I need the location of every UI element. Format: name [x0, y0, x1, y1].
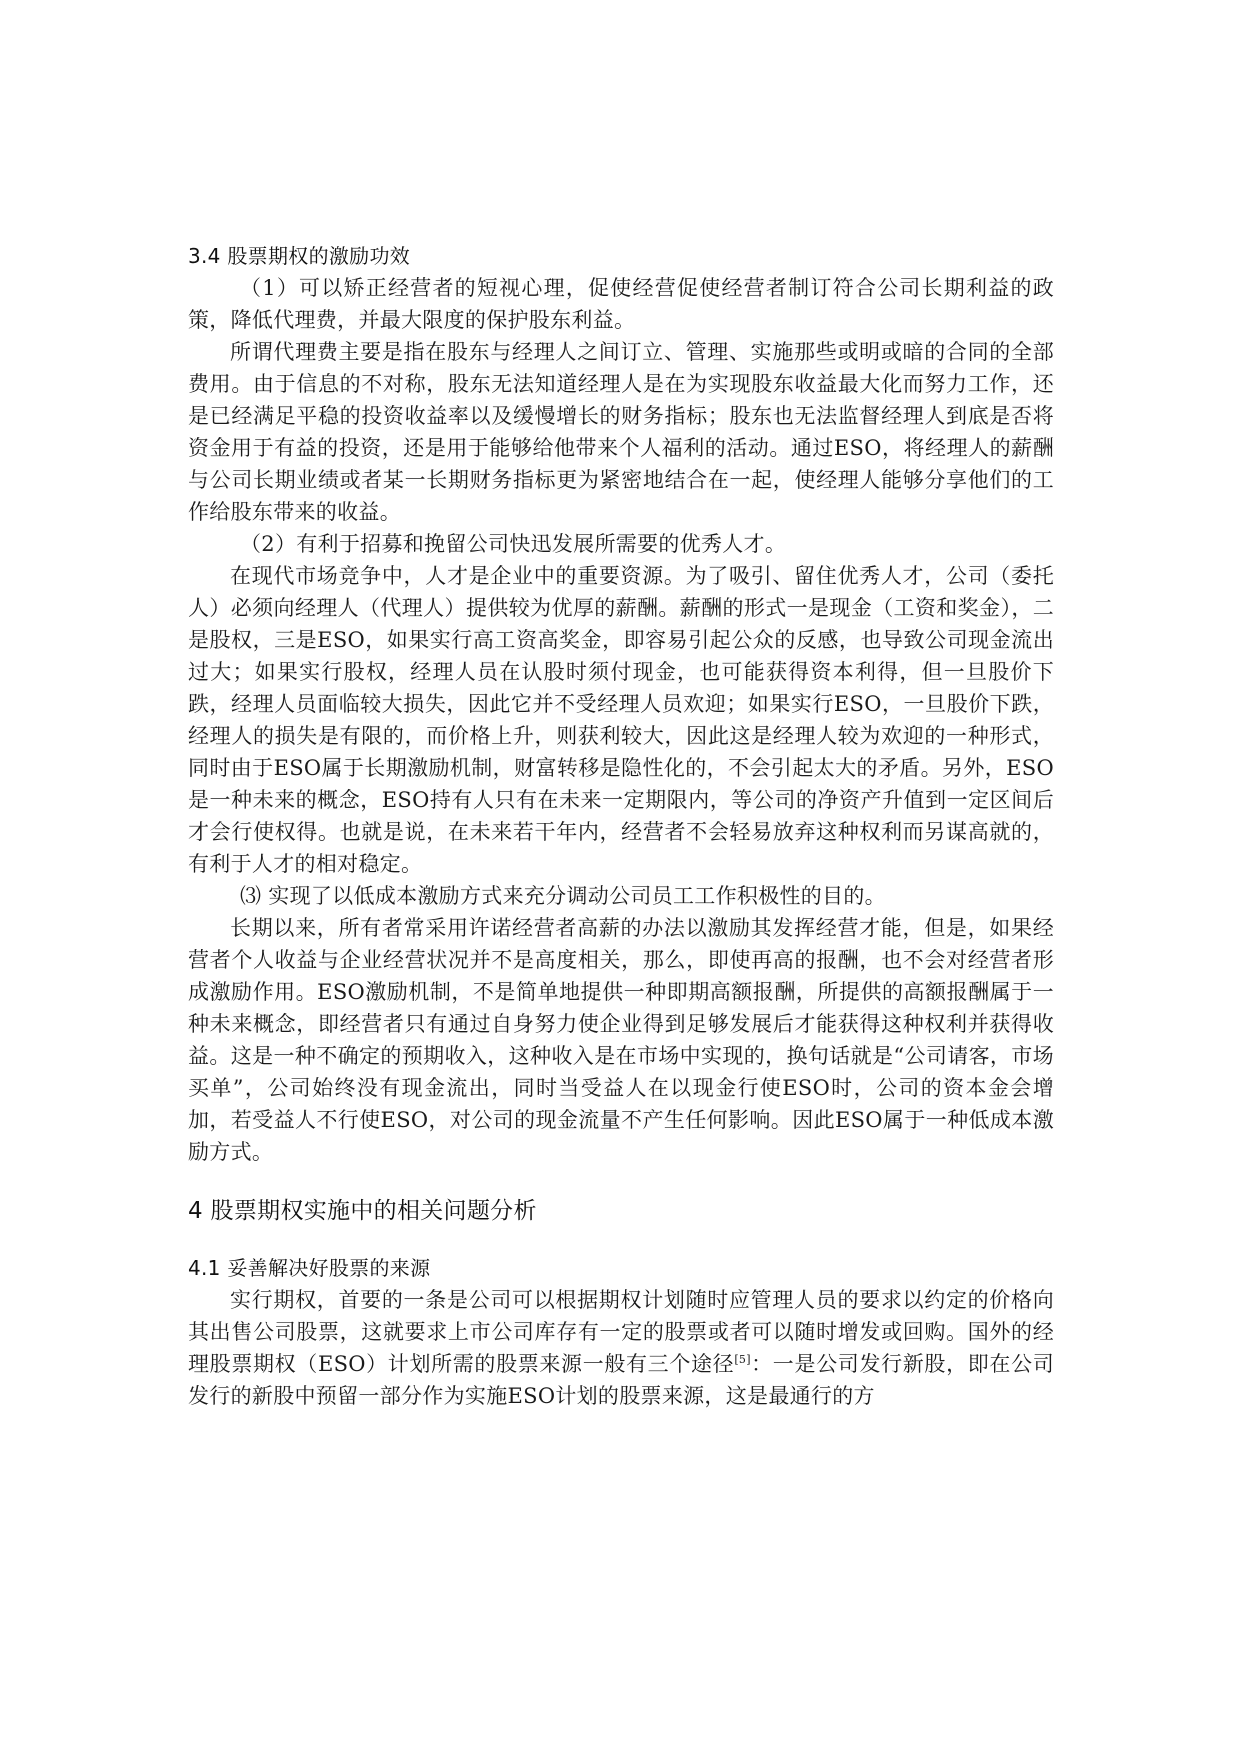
- paragraph-stock-source-cont: ：一是公司发行新股，即在公司发行的新股中预留一部分作为实施ESO计划的股票来源，这是最通行的方: [188, 1352, 1054, 1408]
- citation-ref: [5]: [734, 1353, 751, 1366]
- section-heading-3-4: 3.4 股票期权的激励功效: [188, 244, 411, 268]
- paragraph-agency-cost: 所谓代理费主要是指在股东与经理人之间订立、管理、实施那些或明或暗的合同的全部费用。由于信息的不对称，股东无法知道经理人是在为实现股东收益最大化而努力工作，还是已经满足平稳的投资收益率以及缓慢增长的财务指标；股东也无法监督经理人到底是否将资金用于有益的投资，还是用于能够给他带来个人福利的活动。通过ESO，将经理人的薪酬与公司长期业绩或者某一长期财务指标更为紧密地结合在一起，使经理人能够分享他们的工作给股东带来的收益。: [188, 340, 1054, 524]
- paragraph-low-cost: 长期以来，所有者常采用许诺经营者高薪的办法以激励其发挥经营才能，但是，如果经营者个人收益与企业经营状况并不是高度相关，那么，即使再高的报酬，也不会对经营者形成激励作用。ESO激励机制，不是简单地提供一种即期高额报酬，所提供的高额报酬属于一种未来概念，即经营者只有通过自身努力使企业得到足够发展后才能获得这种权利并获得收益。这是一种不确定的预期收入，这种收入是在市场中实现的，换句话就是“公司请客，市场买单”，公司始终没有现金流出，同时当受益人在以现金行使ESO时，公司的资本金会增加，若受益人不行使ESO，对公司的现金流量不产生任何影响。因此ESO属于一种低成本激励方式。: [188, 916, 1054, 1164]
- section-heading-4: 4 股票期权实施中的相关问题分析: [188, 1198, 537, 1224]
- point-2: （2）有利于招募和挽留公司快迅发展所需要的优秀人才。: [240, 532, 787, 556]
- point-3: ⑶ 实现了以低成本激励方式来充分调动公司员工工作积极性的目的。: [240, 884, 886, 908]
- paragraph-stock-source-text: 实行期权，首要的一条是公司可以根据期权计划随时应管理人员的要求以约定的价格向其出售公司股票，这就要求上市公司库存有一定的股票或者可以随时增发或回购。国外的经理股票期权（ESO）计划所需的股票来源一般有三个途径: [188, 1288, 1054, 1376]
- paragraph-talent: 在现代市场竞争中，人才是企业中的重要资源。为了吸引、留住优秀人才，公司（委托人）必须向经理人（代理人）提供较为优厚的薪酬。薪酬的形式一是现金（工资和奖金），二是股权，三是ESO，如果实行高工资高奖金，即容易引起公众的反感，也导致公司现金流出过大；如果实行股权，经理人员在认股时须付现金，也可能获得资本利得，但一旦股价下跌，经理人员面临较大损失，因此它并不受经理人员欢迎；如果实行ESO，一旦股价下跌，经理人的损失是有限的，而价格上升，则获利较大，因此这是经理人较为欢迎的一种形式，同时由于ESO属于长期激励机制，财富转移是隐性化的，不会引起太大的矛盾。另外，ESO是一种未来的概念，ESO持有人只有在未来一定期限内，等公司的净资产升值到一定区间后才会行使权得。也就是说，在未来若干年内，经营者不会轻易放弃这种权利而另谋高就的，有利于人才的相对稳定。: [188, 564, 1054, 876]
- point-1: （1）可以矫正经营者的短视心理，促使经营促使经营者制订符合公司长期利益的政策，降低代理费，并最大限度的保护股东利益。: [188, 276, 1054, 332]
- text-column: [188, 240, 1054, 1412]
- section-heading-4-1: 4.1 妥善解决好股票的来源: [188, 1256, 431, 1280]
- paragraph-stock-source: [188, 1284, 1054, 1412]
